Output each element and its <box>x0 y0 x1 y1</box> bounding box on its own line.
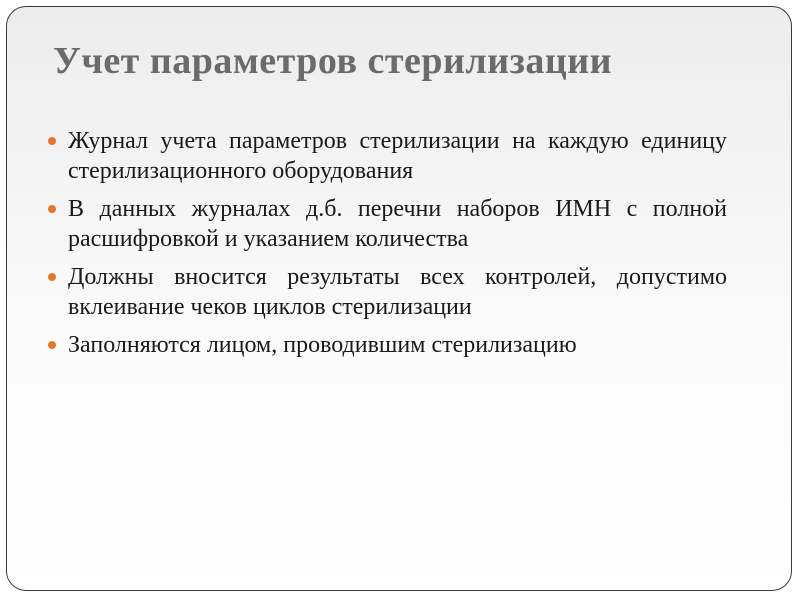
bullet-text: Заполняются лицом, проводившим стерилизацию <box>68 332 577 358</box>
bullet-text: Журнал учета параметров стерилизации на каждую единицу стерилизационного оборудования <box>68 128 727 184</box>
bullet-text: В данных журналах д.б. перечни наборов ИМН с полной расшифровкой и указанием количества <box>68 196 727 252</box>
bullet-list <box>68 126 727 368</box>
bullet-item <box>68 262 727 322</box>
bullet-dot-icon <box>48 273 56 281</box>
slide-title: Учет параметров стерилизации <box>53 40 613 82</box>
bullet-dot-icon <box>48 341 56 349</box>
bullet-text: Должны вносится результаты всех контролей, допустимо вклеивание чеков циклов стерилизации <box>68 264 727 320</box>
bullet-item <box>68 330 727 360</box>
bullet-item <box>68 126 727 186</box>
bullet-item <box>68 194 727 254</box>
slide <box>6 6 792 591</box>
bullet-dot-icon <box>48 137 56 145</box>
bullet-dot-icon <box>48 205 56 213</box>
